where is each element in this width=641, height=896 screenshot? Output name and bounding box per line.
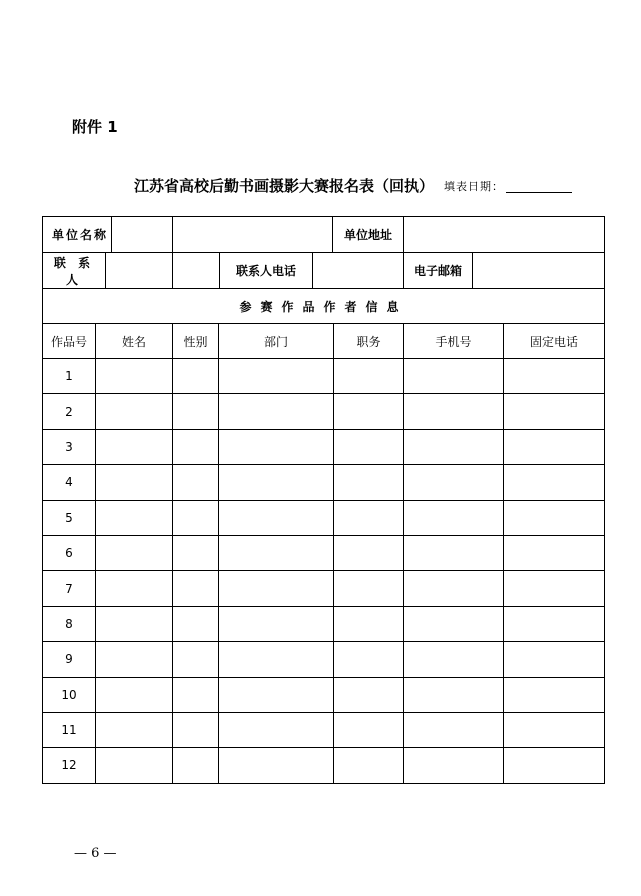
cell-landline[interactable] [504, 500, 605, 535]
cell-name[interactable] [96, 571, 173, 606]
cell-position[interactable] [334, 748, 404, 783]
cell-gender[interactable] [173, 394, 219, 429]
row-number: 7 [43, 571, 96, 606]
form-title: 江苏省高校后勤书画摄影大赛报名表（回执） [134, 177, 435, 195]
cell-department[interactable] [219, 642, 334, 677]
table-row [43, 642, 605, 677]
contact-label: 联 系 人 [43, 253, 106, 288]
fill-date-blank[interactable] [506, 191, 572, 193]
col-header-mobile: 手机号 [404, 324, 504, 359]
unit-name-field-ext[interactable] [173, 217, 404, 253]
cell-name[interactable] [96, 642, 173, 677]
col-header-name: 姓名 [96, 324, 173, 359]
title-row [134, 174, 572, 196]
row-number: 2 [43, 394, 96, 429]
col-header-landline: 固定电话 [504, 324, 605, 359]
cell-mobile[interactable] [404, 500, 504, 535]
table-row [43, 429, 605, 464]
cell-name[interactable] [96, 500, 173, 535]
section-title-row [43, 289, 605, 324]
cell-name[interactable] [96, 535, 173, 570]
table-row [43, 394, 605, 429]
cell-position[interactable] [334, 465, 404, 500]
cell-department[interactable] [219, 429, 334, 464]
contact-field[interactable] [106, 253, 172, 288]
table-row [43, 571, 605, 606]
cell-department[interactable] [219, 748, 334, 783]
unit-address-label: 单位地址 [332, 217, 403, 252]
cell-landline[interactable] [504, 606, 605, 641]
cell-mobile[interactable] [404, 748, 504, 783]
table-row [43, 606, 605, 641]
cell-position[interactable] [334, 359, 404, 394]
fill-date-label: 填表日期： [444, 180, 505, 193]
col-header-position: 职务 [334, 324, 404, 359]
cell-landline[interactable] [504, 642, 605, 677]
table-row [43, 712, 605, 747]
cell-name[interactable] [96, 465, 173, 500]
table-row [43, 465, 605, 500]
page-number: — 6 — [74, 846, 117, 861]
cell-mobile[interactable] [404, 465, 504, 500]
cell-landline[interactable] [504, 712, 605, 747]
cell-landline[interactable] [504, 429, 605, 464]
cell-name[interactable] [96, 359, 173, 394]
contact-phone-cell [173, 253, 404, 289]
cell-position[interactable] [334, 677, 404, 712]
cell-department[interactable] [219, 500, 334, 535]
contact-cell [43, 253, 173, 289]
cell-position[interactable] [334, 500, 404, 535]
cell-landline[interactable] [504, 535, 605, 570]
cell-department[interactable] [219, 465, 334, 500]
cell-position[interactable] [334, 606, 404, 641]
contact-field-ext[interactable] [173, 253, 219, 288]
cell-position[interactable] [334, 571, 404, 606]
table-row [43, 500, 605, 535]
cell-gender[interactable] [173, 535, 219, 570]
unit-name-field[interactable] [112, 217, 172, 252]
cell-mobile[interactable] [404, 712, 504, 747]
cell-gender[interactable] [173, 500, 219, 535]
col-header-work-no: 作品号 [43, 324, 96, 359]
cell-department[interactable] [219, 394, 334, 429]
row-number: 1 [43, 359, 96, 394]
attachment-label: 附件 1 [72, 118, 118, 136]
row-number: 3 [43, 429, 96, 464]
cell-gender[interactable] [173, 606, 219, 641]
col-header-gender: 性别 [173, 324, 219, 359]
cell-gender[interactable] [173, 571, 219, 606]
cell-mobile[interactable] [404, 394, 504, 429]
cell-department[interactable] [219, 535, 334, 570]
cell-name[interactable] [96, 429, 173, 464]
cell-name[interactable] [96, 394, 173, 429]
table-row [43, 359, 605, 394]
cell-department[interactable] [219, 359, 334, 394]
contact-phone-field[interactable] [313, 253, 403, 288]
cell-landline[interactable] [504, 359, 605, 394]
cell-mobile[interactable] [404, 359, 504, 394]
cell-position[interactable] [334, 535, 404, 570]
table-row [43, 677, 605, 712]
row-number: 12 [43, 748, 96, 783]
section-title: 参赛作品作者信息 [43, 289, 605, 324]
table-row [43, 535, 605, 570]
cell-gender[interactable] [173, 465, 219, 500]
unit-name-cell [43, 217, 173, 253]
cell-position[interactable] [334, 642, 404, 677]
contact-phone-label: 联系人电话 [219, 253, 313, 288]
cell-gender[interactable] [173, 677, 219, 712]
row-number: 4 [43, 465, 96, 500]
cell-name[interactable] [96, 748, 173, 783]
unit-row [43, 217, 605, 253]
cell-mobile[interactable] [404, 429, 504, 464]
cell-position[interactable] [334, 429, 404, 464]
registration-table [42, 216, 605, 784]
cell-department[interactable] [219, 712, 334, 747]
email-field[interactable] [473, 253, 604, 288]
contact-row [43, 253, 605, 289]
unit-name-label: 单位名称 [49, 217, 112, 252]
cell-gender[interactable] [173, 429, 219, 464]
cell-landline[interactable] [504, 394, 605, 429]
unit-address-field[interactable] [404, 217, 605, 253]
col-header-department: 部门 [219, 324, 334, 359]
table-row [43, 748, 605, 783]
cell-position[interactable] [334, 394, 404, 429]
cell-gender[interactable] [173, 359, 219, 394]
column-header-row [43, 324, 605, 359]
cell-name[interactable] [96, 606, 173, 641]
row-number: 5 [43, 500, 96, 535]
cell-position[interactable] [334, 712, 404, 747]
cell-landline[interactable] [504, 571, 605, 606]
cell-landline[interactable] [504, 748, 605, 783]
cell-gender[interactable] [173, 748, 219, 783]
cell-department[interactable] [219, 571, 334, 606]
cell-mobile[interactable] [404, 571, 504, 606]
cell-mobile[interactable] [404, 642, 504, 677]
row-number: 11 [43, 712, 96, 747]
cell-department[interactable] [219, 606, 334, 641]
cell-gender[interactable] [173, 712, 219, 747]
cell-department[interactable] [219, 677, 334, 712]
email-label: 电子邮箱 [404, 253, 473, 288]
cell-name[interactable] [96, 677, 173, 712]
cell-mobile[interactable] [404, 677, 504, 712]
cell-landline[interactable] [504, 465, 605, 500]
row-number: 9 [43, 642, 96, 677]
email-cell [404, 253, 605, 289]
cell-mobile[interactable] [404, 535, 504, 570]
cell-landline[interactable] [504, 677, 605, 712]
row-number: 6 [43, 535, 96, 570]
cell-gender[interactable] [173, 642, 219, 677]
cell-mobile[interactable] [404, 606, 504, 641]
row-number: 8 [43, 606, 96, 641]
cell-name[interactable] [96, 712, 173, 747]
row-number: 10 [43, 677, 96, 712]
